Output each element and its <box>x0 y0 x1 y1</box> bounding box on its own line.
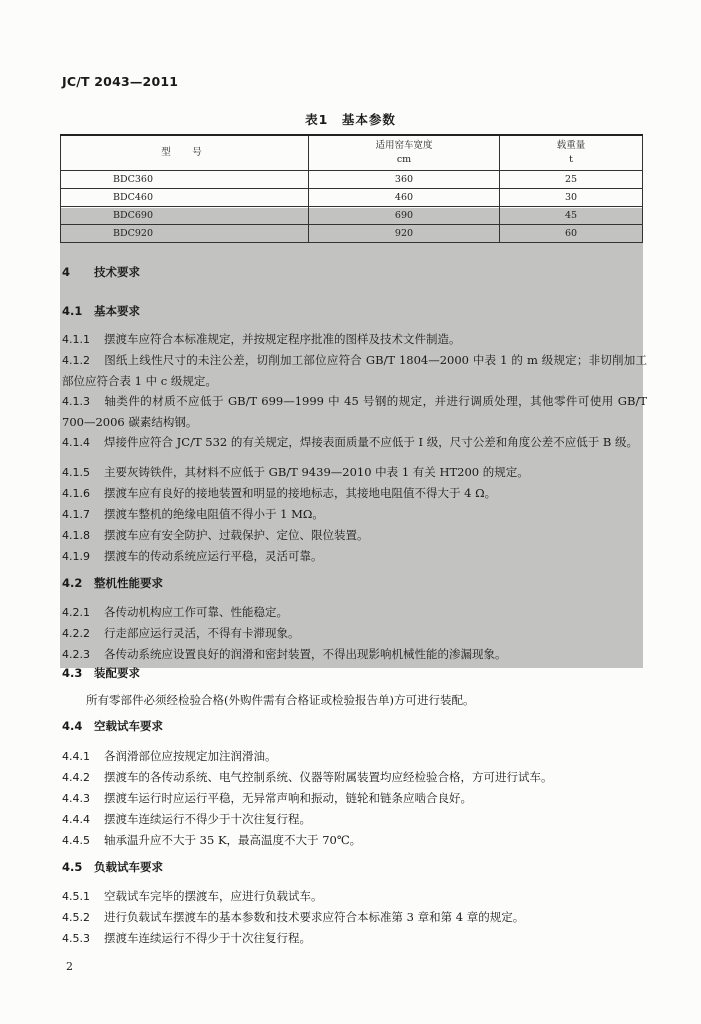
clause-item <box>62 602 647 623</box>
basic-parameters-table <box>60 134 643 243</box>
clause-number: 4.4.2 <box>62 771 90 784</box>
clause-item <box>62 907 647 928</box>
section-title: 技术要求 <box>94 265 140 279</box>
clause-number: 4.5.2 <box>62 911 90 924</box>
clause-item <box>62 329 647 350</box>
cell-model: BDC360 <box>61 170 309 188</box>
clause-text: 摆渡车的各传动系统、电气控制系统、仪器等附属装置均应经检验合格，方可进行试车。 <box>104 770 553 784</box>
section-heading <box>62 573 647 593</box>
clause-item <box>62 504 647 525</box>
clause-text: 摆渡车整机的绝缘电阻值不得小于 1 MΩ。 <box>104 507 324 521</box>
standard-code-header: JC/T 2043—2011 <box>62 74 179 89</box>
table-row <box>61 206 643 224</box>
section-number: 4.1 <box>62 304 83 318</box>
page-number: 2 <box>66 960 73 973</box>
clause-number: 4.2.1 <box>62 606 90 619</box>
clause-number: 4.4.3 <box>62 792 90 805</box>
clause-number: 4.1.2 <box>62 354 90 367</box>
section-number: 4.2 <box>62 576 83 590</box>
clause-item <box>62 746 647 767</box>
paragraph: 所有零部件必须经检验合格(外购件需有合格证或检验报告单)方可进行装配。 <box>86 693 475 707</box>
table-row <box>61 170 643 188</box>
clause-item <box>62 644 647 665</box>
cell-load: 60 <box>500 224 643 242</box>
col-header-model: 型 号 <box>61 135 309 170</box>
clause-item <box>62 525 647 546</box>
clause-number: 4.1.9 <box>62 550 90 563</box>
clause-number: 4.1.4 <box>62 436 90 449</box>
clause-number: 4.4.5 <box>62 834 90 847</box>
clause-number: 4.5.1 <box>62 890 90 903</box>
table-row <box>61 188 643 206</box>
clause-text: 摆渡车应有良好的接地装置和明显的接地标志，其接地电阻值不得大于 4 Ω。 <box>104 486 497 500</box>
clause-item <box>62 391 647 432</box>
table-header-row <box>61 135 643 170</box>
col-header-width: 适用窑车宽度 cm <box>309 135 500 170</box>
cell-width: 690 <box>309 206 500 224</box>
clause-text: 摆渡车的传动系统应运行平稳，灵活可靠。 <box>104 549 323 563</box>
clause-text: 摆渡车运行时应运行平稳，无异常声响和振动，链轮和链条应啮合良好。 <box>104 791 472 805</box>
table-title: 表1 基本参数 <box>305 112 396 127</box>
section-number: 4.5 <box>62 860 83 874</box>
section-heading <box>62 262 647 282</box>
clause-text: 图纸上线性尺寸的未注公差，切削加工部位应符合 GB/T 1804—2000 中表 1 的 m 级规定；非切削加工部位应符合表 1 中 c 级规定。 <box>62 353 647 388</box>
clause-item <box>62 462 647 483</box>
cell-model: BDC920 <box>61 224 309 242</box>
clause-text: 摆渡车应符合本标准规定，并按规定程序批准的图样及技术文件制造。 <box>104 332 461 346</box>
clause-number: 4.1.1 <box>62 333 90 346</box>
clause-number: 4.1.8 <box>62 529 90 542</box>
clause-item <box>62 767 647 788</box>
clause-text: 各传动系统应设置良好的润滑和密封装置，不得出现影响机械性能的渗漏现象。 <box>104 647 507 661</box>
section-heading <box>62 716 647 736</box>
section-heading <box>62 301 647 321</box>
clause-number: 4.2.3 <box>62 648 90 661</box>
clause-text: 摆渡车应有安全防护、过载保护、定位、限位装置。 <box>104 528 369 542</box>
clause-number: 4.1.6 <box>62 487 90 500</box>
section-number: 4.3 <box>62 666 83 680</box>
clause-text: 摆渡车连续运行不得少于十次往复行程。 <box>104 931 311 945</box>
clause-item <box>62 483 647 504</box>
cell-load: 45 <box>500 206 643 224</box>
clause-number: 4.5.3 <box>62 932 90 945</box>
clause-item <box>62 623 647 644</box>
clause-number: 4.1.3 <box>62 395 90 408</box>
clause-number: 4.1.7 <box>62 508 90 521</box>
cell-width: 360 <box>309 170 500 188</box>
clause-text: 焊接件应符合 JC/T 532 的有关规定，焊接表面质量不应低于 I 级，尺寸公差和角度公差不应低于 B 级。 <box>104 435 638 449</box>
clause-text: 主要灰铸铁件，其材料不应低于 GB/T 9439—2010 中表 1 有关 HT200 的规定。 <box>104 465 529 479</box>
clause-number: 4.1.5 <box>62 466 90 479</box>
cell-load: 30 <box>500 188 643 206</box>
clause-item <box>62 788 647 809</box>
clause-text: 各润滑部位应按规定加注润滑油。 <box>104 749 277 763</box>
clause-number: 4.4.4 <box>62 813 90 826</box>
clause-item <box>62 886 647 907</box>
clause-text: 行走部应运行灵活，不得有卡滞现象。 <box>104 626 300 640</box>
section-title: 整机性能要求 <box>94 576 163 590</box>
clause-item <box>62 432 647 453</box>
cell-model: BDC690 <box>61 206 309 224</box>
clause-text: 各传动机构应工作可靠、性能稳定。 <box>104 605 288 619</box>
cell-load: 25 <box>500 170 643 188</box>
section-title: 装配要求 <box>94 666 140 680</box>
clause-text: 轴承温升应不大于 35 K，最高温度不大于 70℃。 <box>104 833 362 847</box>
clause-text: 进行负载试车摆渡车的基本参数和技术要求应符合本标准第 3 章和第 4 章的规定。 <box>104 910 525 924</box>
clause-item <box>62 809 647 830</box>
section-heading <box>62 857 647 877</box>
section-title: 负载试车要求 <box>94 860 163 874</box>
clause-item <box>62 350 647 391</box>
section-title: 空载试车要求 <box>94 719 163 733</box>
clause-text: 摆渡车连续运行不得少于十次往复行程。 <box>104 812 311 826</box>
clause-item <box>62 830 647 851</box>
col-header-load: 载重量 t <box>500 135 643 170</box>
section-heading <box>62 663 647 683</box>
table-row <box>61 224 643 242</box>
section-number: 4 <box>62 265 71 279</box>
clause-text: 轴类件的材质不应低于 GB/T 699—1999 中 45 号钢的规定，并进行调质处理，其他零件可使用 GB/T 700—2006 碳素结构钢。 <box>62 394 647 429</box>
section-title: 基本要求 <box>94 304 140 318</box>
clause-number: 4.4.1 <box>62 750 90 763</box>
cell-width: 460 <box>309 188 500 206</box>
clause-text: 空载试车完毕的摆渡车，应进行负载试车。 <box>104 889 323 903</box>
cell-width: 920 <box>309 224 500 242</box>
cell-model: BDC460 <box>61 188 309 206</box>
clause-number: 4.2.2 <box>62 627 90 640</box>
clause-item <box>62 928 647 949</box>
clause-item <box>62 546 647 567</box>
section-number: 4.4 <box>62 719 83 733</box>
